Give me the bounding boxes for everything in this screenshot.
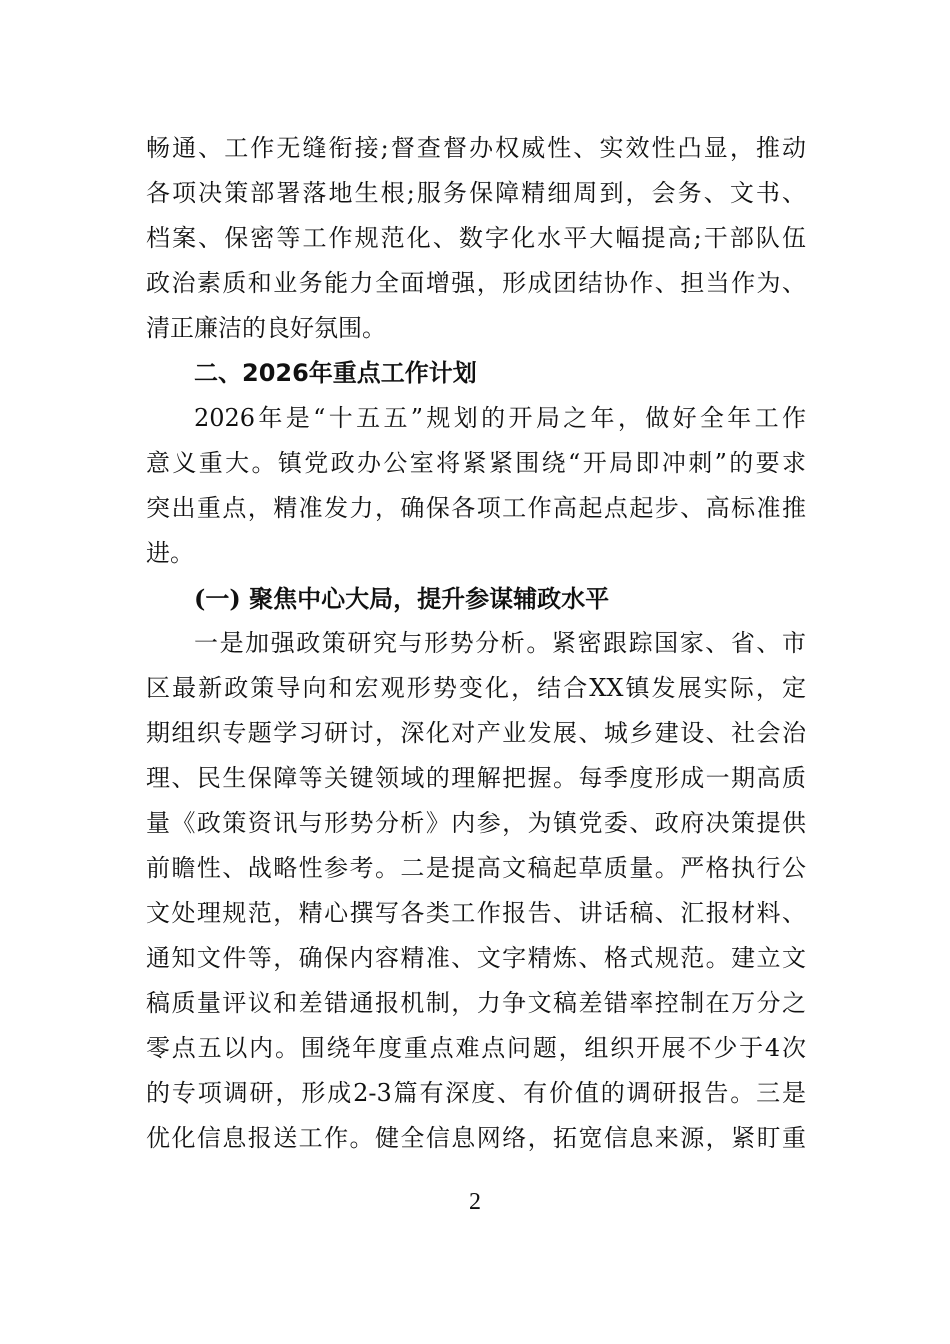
text-line: 2026年是“十五五”规划的开局之年，做好全年工作 [194, 404, 806, 432]
text-line: 稿质量评议和差错通报机制，力争文稿差错率控制在万分之 [146, 989, 806, 1017]
text-line: 期组织专题学习研讨，深化对产业发展、城乡建设、社会治 [146, 719, 806, 747]
text-line: 理、民生保障等关键领域的理解把握。每季度形成一期高质 [146, 764, 806, 792]
text-line: 进。 [146, 539, 194, 567]
text-line: 通知文件等，确保内容精准、文字精炼、格式规范。建立文 [146, 944, 806, 972]
text-line: 一是加强政策研究与形势分析。紧密跟踪国家、省、市 [194, 629, 806, 657]
subsection-heading: (一) 聚焦中心大局，提升参谋辅政水平 [194, 584, 610, 613]
text-line: 文处理规范，精心撰写各类工作报告、讲话稿、汇报材料、 [146, 899, 806, 927]
text-line: 零点五以内。围绕年度重点难点问题，组织开展不少于4次 [146, 1034, 806, 1062]
text-line: 区最新政策导向和宏观形势变化，结合XX镇发展实际，定 [146, 674, 806, 702]
text-line: 各项决策部署落地生根;服务保障精细周到，会务、文书、 [146, 179, 806, 207]
text-line: 量《政策资讯与形势分析》内参，为镇党委、政府决策提供 [146, 809, 806, 837]
body-text [146, 126, 806, 1161]
text-line: 政治素质和业务能力全面增强，形成团结协作、担当作为、 [146, 269, 806, 297]
section-heading: 二、2026年重点工作计划 [194, 359, 477, 387]
text-line: 清正廉洁的良好氛围。 [146, 314, 386, 342]
text-line: 档案、保密等工作规范化、数字化水平大幅提高;干部队伍 [146, 224, 806, 252]
text-line: 畅通、工作无缝衔接;督查督办权威性、实效性凸显，推动 [146, 134, 806, 162]
text-line: 前瞻性、战略性参考。二是提高文稿起草质量。严格执行公 [146, 854, 806, 882]
text-line: 优化信息报送工作。健全信息网络，拓宽信息来源，紧盯重 [146, 1124, 806, 1152]
text-line: 的专项调研，形成2-3篇有深度、有价值的调研报告。三是 [146, 1079, 806, 1107]
page-number: 2 [469, 1189, 481, 1215]
text-line: 突出重点，精准发力，确保各项工作高起点起步、高标准推 [146, 494, 806, 522]
text-line: 意义重大。镇党政办公室将紧紧围绕“开局即冲刺”的要求 [146, 449, 806, 477]
